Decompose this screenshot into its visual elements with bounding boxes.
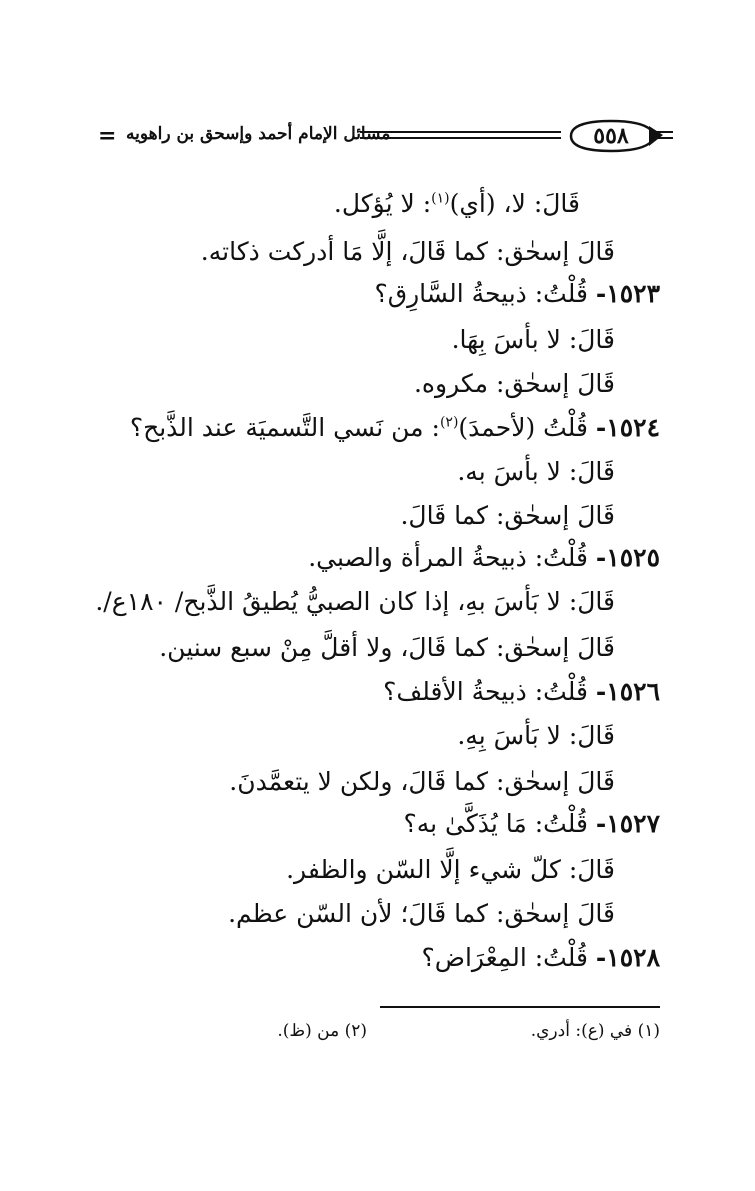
text-line: [400, 498, 615, 536]
question-line: [130, 410, 660, 448]
answer-text: قَالَ إسحٰق: كما قَالَ، ولا أقلَّ مِنْ سبع سنين.: [159, 633, 615, 662]
question-line: [403, 806, 660, 844]
question-number: ١٥٢٦-: [595, 677, 660, 706]
running-book-title: مسائل الإمام أحمد وإسحق بن راهويه: [126, 124, 391, 144]
page-header: [98, 118, 678, 154]
question-text: قُلْتُ: ذبيحةُ السَّارِق؟: [374, 279, 588, 308]
question-number: ١٥٢٧-: [595, 809, 660, 838]
footnote-mark: (١): [637, 1021, 660, 1041]
question-number: ١٥٢٥-: [595, 543, 660, 572]
text-line: [229, 764, 615, 802]
footnote-marker: (١): [431, 190, 450, 207]
question-text: قُلْتُ: المِعْرَاض؟: [421, 943, 588, 972]
text-line: [452, 322, 615, 360]
footnote-1: [531, 1018, 660, 1044]
footnote-marker: (٢): [439, 414, 459, 431]
text-line: [457, 718, 615, 756]
answer-text: قَالَ إسحٰق: كما قَالَ، ولكن لا يتعمَّدنَ.: [229, 767, 615, 796]
text-line: [201, 234, 615, 272]
question-line: [374, 276, 660, 314]
text-line: [228, 896, 615, 934]
text-line: [334, 186, 580, 224]
text-line: [159, 630, 615, 668]
text-line: [286, 852, 615, 890]
text-line: [457, 454, 615, 492]
question-text: قُلْتُ: ذبيحةُ الأقلف؟: [383, 677, 588, 706]
question-text: : من نَسي التَّسميَة عند الذَّبح؟: [129, 413, 440, 442]
answer-text: قَالَ: لا بأسَ به.: [457, 457, 615, 486]
answer-text: قَالَ إسحٰق: مكروه.: [413, 369, 615, 398]
answer-text: قَالَ: لا بَأسَ بِهِ.: [457, 721, 615, 750]
question-line: [421, 940, 660, 978]
answer-text: : لا يُؤكل.: [333, 189, 432, 218]
answer-text: قَالَ إسحٰق: كما قَالَ، إلَّا مَا أدركت ذكاته.: [200, 237, 615, 266]
text-line: [414, 366, 615, 404]
answer-text: قَالَ: كلّ شيء إلَّا السّن والظفر.: [286, 855, 615, 884]
question-line: [308, 540, 660, 578]
answer-text: قَالَ: لا بأسَ بِهَا.: [451, 325, 615, 354]
text-line: [95, 584, 615, 622]
question-number: ١٥٢٨-: [595, 943, 660, 972]
footnote-text: من (ظ).: [277, 1021, 340, 1041]
page-number: ٥٥٨: [593, 123, 629, 149]
question-number: ١٥٢٤-: [595, 413, 660, 442]
footnote-2: [277, 1018, 367, 1044]
answer-text: قَالَ: لا بَأسَ بهِ، إذا كان الصبيُّ يُطيقُ الذَّبح/ ١٨٠ع/.: [95, 587, 615, 616]
footnote-text: في (ع): أدري.: [530, 1021, 633, 1041]
question-text: قُلْتُ (لأحمدَ): [458, 413, 588, 442]
answer-text: قَالَ إسحٰق: كما قَالَ؛ لأن السّن عظم.: [228, 899, 615, 928]
question-text: قُلْتُ: مَا يُذَكَّىٰ به؟: [403, 809, 588, 838]
answer-text: قَالَ إسحٰق: كما قَالَ.: [400, 501, 615, 530]
question-text: قُلْتُ: ذبيحةُ المرأة والصبي.: [308, 543, 588, 572]
answer-text: قَالَ: لا، (أي): [449, 189, 580, 218]
page-number-badge: [561, 118, 673, 154]
footnote-separator: [380, 1006, 660, 1008]
footnote-mark: (٢): [344, 1021, 367, 1041]
question-number: ١٥٢٣-: [595, 279, 660, 308]
header-end-mark: =: [98, 123, 117, 149]
question-line: [383, 674, 660, 712]
